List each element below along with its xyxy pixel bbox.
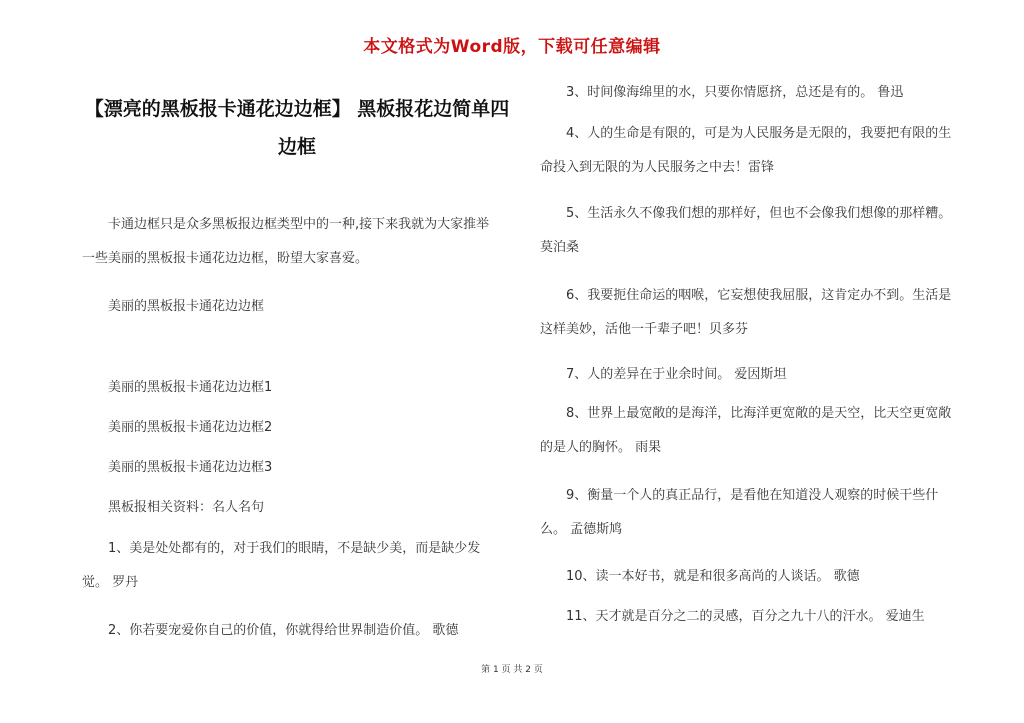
page-number: 第 1 页 共 2 页 [481, 665, 543, 675]
paragraph: 美丽的黑板报卡通花边边框1 [82, 380, 273, 395]
paragraph: 10、读一本好书，就是和很多高尚的人谈话。 歌德 [540, 569, 860, 584]
paragraph: 7、人的差异在于业余时间。 爱因斯坦 [540, 367, 787, 382]
paragraph: 6、我要扼住命运的咽喉，它妄想使我屈服，这肯定办不到。生活是这样美妙，活他一千辈子吧！贝多芬 [540, 288, 952, 337]
paragraph: 卡通边框只是众多黑板报边框类型中的一种,接下来我就为大家推举一些美丽的黑板报卡通花边边框，盼望大家喜爱。 [82, 217, 490, 266]
paragraph: 5、生活永久不像我们想的那样好，但也不会像我们想像的那样糟。 莫泊桑 [540, 206, 952, 255]
paragraph: 美丽的黑板报卡通花边边框 [82, 299, 265, 314]
paragraph: 1、美是处处都有的，对于我们的眼睛，不是缺少美，而是缺少发觉。 罗丹 [82, 541, 481, 590]
paragraph: 黑板报相关资料：名人名句 [82, 500, 265, 515]
download-banner: 本文格式为Word版，下载可任意编辑 [363, 37, 661, 57]
paragraph: 8、世界上最宽敞的是海洋，比海洋更宽敞的是天空，比天空更宽敞的是人的胸怀。 雨果 [540, 406, 952, 455]
paragraph: 3、时间像海绵里的水，只要你情愿挤，总还是有的。 鲁迅 [540, 85, 904, 100]
document-title: 【漂亮的黑板报卡通花边边框】 黑板报花边简单四边框 [84, 98, 510, 158]
paragraph: 2、你若要宠爱你自己的价值，你就得给世界制造价值。 歌德 [82, 623, 459, 638]
paragraph: 4、人的生命是有限的，可是为人民服务是无限的，我要把有限的生命投入到无限的为人民服务之中去！雷锋 [540, 126, 952, 175]
paragraph: 美丽的黑板报卡通花边边框3 [82, 460, 273, 475]
paragraph: 美丽的黑板报卡通花边边框2 [82, 420, 273, 435]
paragraph: 9、衡量一个人的真正品行，是看他在知道没人观察的时候干些什么。 孟德斯鸠 [540, 488, 939, 537]
paragraph: 11、天才就是百分之二的灵感，百分之九十八的汗水。 爱迪生 [540, 609, 925, 624]
